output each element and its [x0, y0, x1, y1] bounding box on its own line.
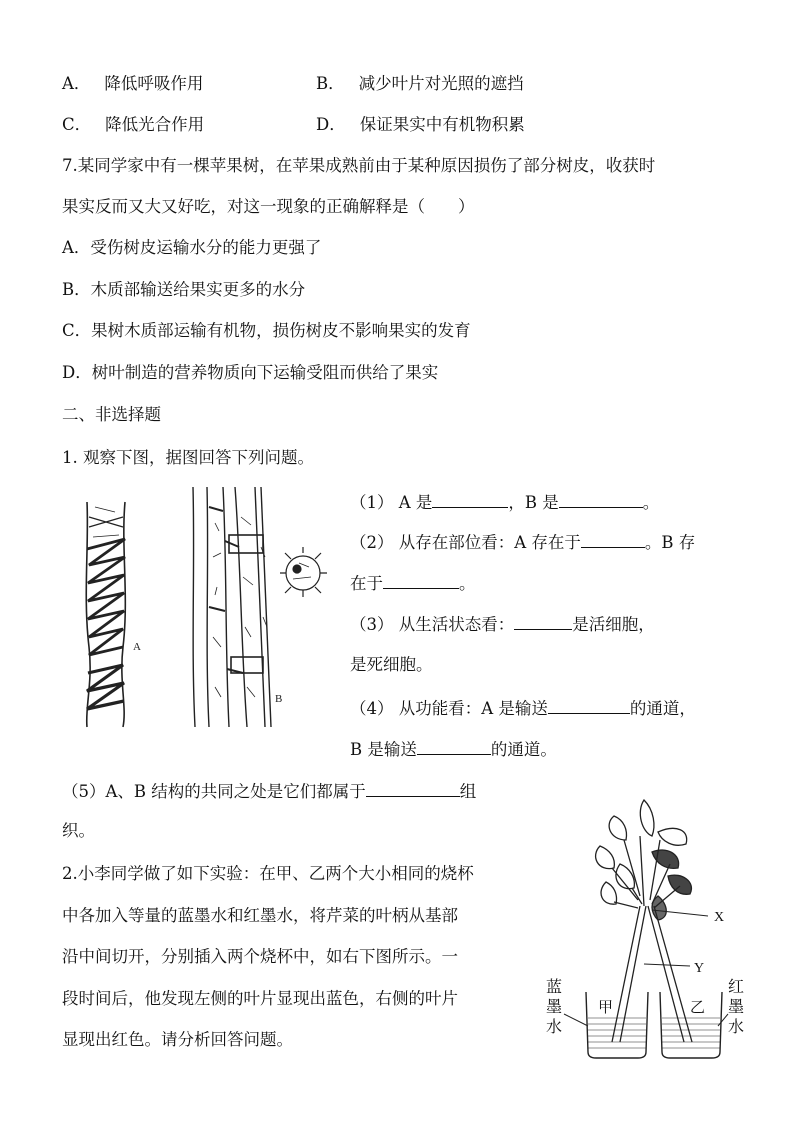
label-blue-ink-1: 蓝: [546, 977, 563, 996]
q1-part4-line2: B 是输送 的通道。: [350, 740, 557, 759]
label-red-ink-3: 水: [728, 1017, 745, 1036]
q1-part4-line1: （4） 从功能看：A 是输送 的通道，: [350, 699, 696, 718]
figure-label-a: A: [133, 641, 141, 653]
answer-blank[interactable]: [548, 697, 630, 714]
celery-experiment-figure: [540, 796, 760, 1066]
label-red-ink-1: 红: [728, 977, 745, 996]
q1-part5-line2: 织。: [62, 821, 95, 840]
q6-option-d: D． 保证果实中有机物积累: [316, 115, 525, 134]
q1-part1: （1） A 是 ，B 是 。: [350, 493, 660, 512]
q7-option-a: A．受伤树皮运输水分的能力更强了: [62, 238, 322, 257]
q7-stem-line1: 7.某同学家中有一棵苹果树，在苹果成熟前由于某种原因损伤了部分树皮，收获时: [62, 156, 656, 175]
companion-cell-drawing: [280, 547, 327, 597]
q6-option-a: A． 降低呼吸作用: [62, 74, 204, 93]
answer-blank[interactable]: [417, 738, 491, 755]
q2-line5: 显现出红色。请分析回答问题。: [62, 1030, 293, 1049]
beaker-left-drawing: [586, 992, 648, 1058]
q2-line2: 中各加入等量的蓝墨水和红墨水，将芹菜的叶柄从基部: [62, 906, 458, 925]
answer-blank[interactable]: [366, 780, 460, 797]
q1-part2-line2: 在于 。: [350, 574, 476, 593]
answer-blank[interactable]: [514, 613, 572, 630]
spiral-vessel-drawing: [86, 502, 125, 727]
q7-option-d: D．树叶制造的营养物质向下运输受阻而供给了果实: [62, 363, 439, 382]
q1-part3-line2: 是死细胞。: [350, 655, 433, 674]
q2-line1: 2.小李同学做了如下实验：在甲、乙两个大小相同的烧杯: [62, 864, 474, 883]
sieve-tube-drawing: [193, 487, 271, 727]
answer-blank[interactable]: [432, 491, 508, 508]
section-title: 二、非选择题: [62, 405, 161, 424]
q6-option-b: B． 减少叶片对光照的遮挡: [316, 74, 524, 93]
q2-line4: 段时间后，他发现左侧的叶片显现出蓝色，右侧的叶片: [62, 989, 458, 1008]
celery-leaves-drawing: [596, 800, 692, 920]
figure-label-b: B: [275, 693, 283, 705]
q1-stem: 1. 观察下图，据图回答下列问题。: [62, 448, 314, 467]
q7-stem-line2: 果实反而又大又好吃，对这一现象的正确解释是（ ）: [62, 197, 475, 216]
q1-part3-line1: （3） 从生活状态看： 是活细胞，: [350, 615, 655, 634]
q7-option-c: C．果树木质部运输有机物，损伤树皮不影响果实的发育: [62, 321, 471, 340]
q1-part5-line1: （5）A、B 结构的共同之处是它们都属于 组: [62, 782, 477, 801]
label-blue-ink-2: 墨: [546, 997, 563, 1016]
answer-blank[interactable]: [559, 491, 643, 508]
q1-part2-line1: （2） 从存在部位看：A 存在于 。B 存: [350, 533, 696, 552]
q2-line3: 沿中间切开，分别插入两个烧杯中，如右下图所示。一: [62, 947, 458, 966]
answer-blank[interactable]: [581, 531, 645, 548]
label-red-ink-2: 墨: [728, 997, 745, 1016]
answer-blank[interactable]: [383, 572, 459, 589]
q6-option-c: C． 降低光合作用: [62, 115, 205, 134]
beaker-label-jia: 甲: [598, 998, 614, 1016]
label-blue-ink-3: 水: [546, 1017, 563, 1036]
q7-option-b: B．木质部输送给果实更多的水分: [62, 280, 306, 299]
figure-label-x: X: [714, 910, 725, 925]
figure-label-y: Y: [694, 961, 705, 976]
beaker-label-yi: 乙: [690, 998, 706, 1016]
vessel-sieve-tube-figure: [75, 487, 345, 732]
